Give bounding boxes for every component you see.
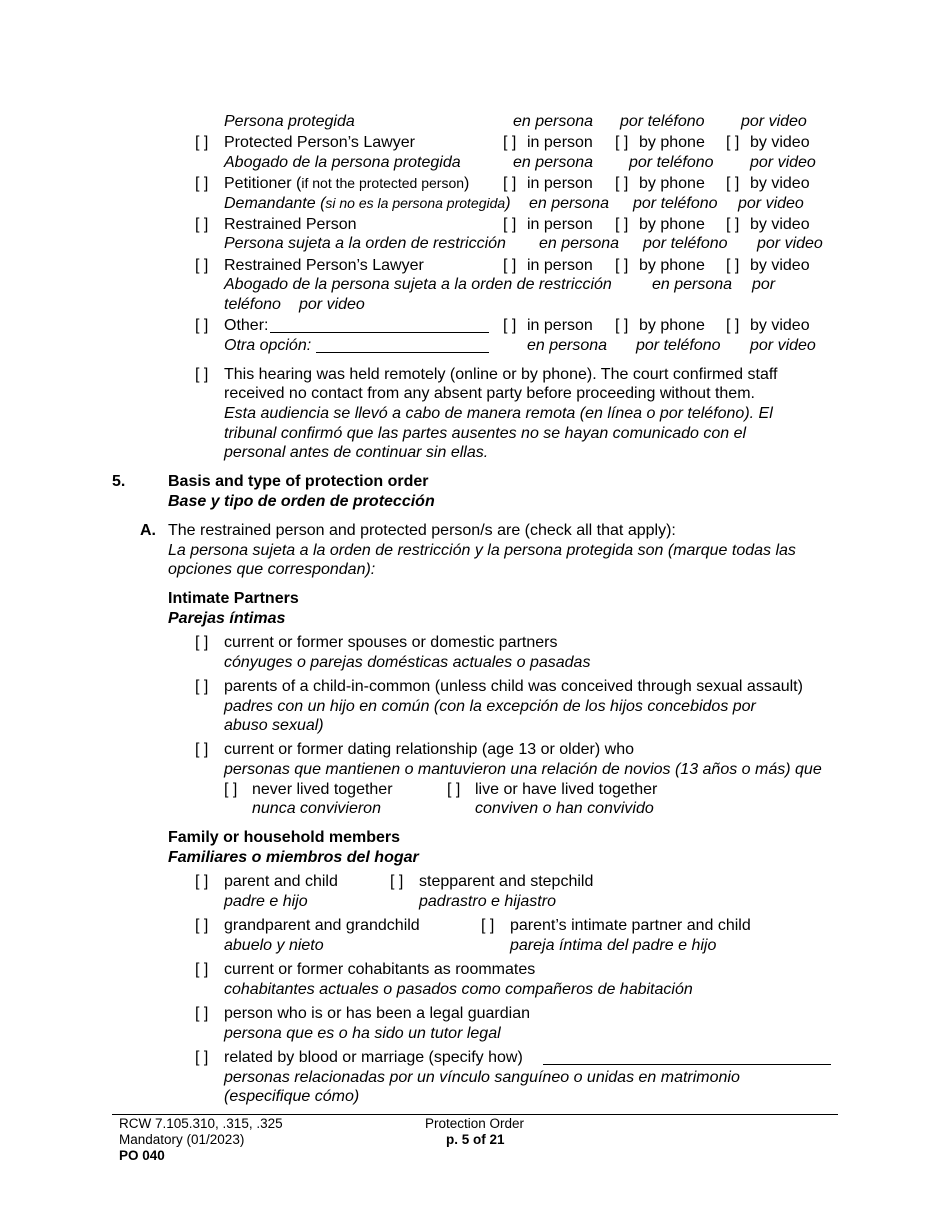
rlawyer-in-person-label: in person (527, 257, 593, 274)
parent-child-label: parent and child (224, 873, 338, 890)
petitioner-by-phone-label: by phone (639, 175, 705, 192)
mode-es-in-person: en persona (513, 113, 594, 130)
section-title-es: Base y tipo de orden de protección (168, 493, 435, 510)
lawyer-in-person-label: in person (527, 134, 593, 151)
restrained-label: Restrained Person (224, 216, 357, 233)
lived-together-label-es: conviven o han convivido (475, 800, 654, 817)
related-checkbox[interactable]: [ ] (195, 1049, 209, 1066)
remote-text: received no contact from any absent party before proceeding without them. (224, 385, 755, 402)
mode-es-by-phone: por teléfono (633, 195, 718, 212)
stepparent-label-es: padrastro e hijastro (419, 893, 556, 910)
family-heading: Family or household members (168, 829, 401, 846)
mode-es-in-person: en persona (652, 276, 733, 293)
mode-es-por: por (752, 276, 776, 293)
intimate-heading: Intimate Partners (168, 590, 299, 607)
petitioner-by-video-label: by video (750, 175, 810, 192)
other-input[interactable] (270, 318, 489, 333)
parent-child-checkbox[interactable]: [ ] (195, 873, 209, 890)
restrained-by-video-label: by video (750, 216, 810, 233)
mode-es-by-phone: por teléfono (629, 154, 714, 171)
partner-child-checkbox[interactable]: [ ] (481, 917, 495, 934)
remote-checkbox[interactable]: [ ] (195, 366, 209, 383)
footer-rcw: RCW 7.105.310, .315, .325 (119, 1116, 283, 1131)
section-number: 5. (112, 473, 126, 490)
other-label-es: Otra opción: (224, 337, 312, 354)
grandparent-label: grandparent and grandchild (224, 917, 420, 934)
family-heading-es: Familiares o miembros del hogar (168, 849, 419, 866)
petitioner-label-es: Demandante (si no es la persona protegida) (224, 195, 511, 212)
mode-es-in-person: en persona (539, 235, 620, 252)
remote-text-es: Esta audiencia se llevó a cabo de manera remota (en línea o por teléfono). El (224, 405, 773, 422)
petitioner-in-person-label: in person (527, 175, 593, 192)
intimate-heading-es: Parejas íntimas (168, 610, 286, 627)
subsection-text-es: opciones que correspondan): (168, 561, 376, 578)
mode-es-in-person: en persona (527, 337, 608, 354)
parents-label: parents of a child-in-common (unless child was conceived through sexual assault) (224, 678, 803, 695)
rlawyer-by-phone-checkbox[interactable]: [ ] (615, 257, 629, 274)
other-by-phone-label: by phone (639, 317, 705, 334)
rlawyer-by-video-label: by video (750, 257, 810, 274)
cohabitants-checkbox[interactable]: [ ] (195, 961, 209, 978)
section-title: Basis and type of protection order (168, 473, 429, 490)
mode-es-telefono: teléfono (224, 296, 281, 313)
restrained-label-es: Persona sujeta a la orden de restricción (224, 235, 506, 252)
lawyer-by-phone-label: by phone (639, 134, 705, 151)
rlawyer-by-video-checkbox[interactable]: [ ] (726, 257, 740, 274)
mode-es-by-video: por video (757, 235, 823, 252)
lawyer-by-video-checkbox[interactable]: [ ] (726, 134, 740, 151)
mode-es-by-video: por video (741, 113, 807, 130)
rlawyer-by-phone-label: by phone (639, 257, 705, 274)
guardian-checkbox[interactable]: [ ] (195, 1005, 209, 1022)
grandparent-label-es: abuelo y nieto (224, 937, 324, 954)
grandparent-checkbox[interactable]: [ ] (195, 917, 209, 934)
other-in-person-checkbox[interactable]: [ ] (503, 317, 517, 334)
petitioner-by-phone-checkbox[interactable]: [ ] (615, 175, 629, 192)
mode-es-by-video: por video (750, 337, 816, 354)
related-specify-input[interactable] (543, 1050, 831, 1065)
mode-es-in-person: en persona (513, 154, 594, 171)
mode-es-by-phone: por teléfono (636, 337, 721, 354)
rlawyer-label-es: Abogado de la persona sujeta a la orden de restricción (224, 276, 612, 293)
rlawyer-in-person-checkbox[interactable]: [ ] (503, 257, 517, 274)
restrained-by-phone-checkbox[interactable]: [ ] (615, 216, 629, 233)
mode-es-by-phone: por teléfono (643, 235, 728, 252)
never-lived-label: never lived together (252, 781, 393, 798)
petitioner-checkbox[interactable]: [ ] (195, 175, 209, 192)
mode-es-by-video: por video (738, 195, 804, 212)
protected-person-es: Persona protegida (224, 113, 355, 130)
lived-together-checkbox[interactable]: [ ] (447, 781, 461, 798)
never-lived-label-es: nunca convivieron (252, 800, 381, 817)
parent-child-label-es: padre e hijo (224, 893, 308, 910)
lived-together-label: live or have lived together (475, 781, 658, 798)
spouses-label-es: cónyuges o parejas domésticas actuales o pasadas (224, 654, 591, 671)
restrained-by-phone-label: by phone (639, 216, 705, 233)
dating-label-es: personas que mantienen o mantuvieron una relación de novios (13 años o más) que (224, 761, 822, 778)
restrained-in-person-label: in person (527, 216, 593, 233)
stepparent-checkbox[interactable]: [ ] (390, 873, 404, 890)
footer-mandatory: Mandatory (01/2023) (119, 1132, 245, 1147)
subsection-text-es: La persona sujeta a la orden de restricción y la persona protegida son (marque todas las (168, 542, 796, 559)
lawyer-label-es: Abogado de la persona protegida (224, 154, 461, 171)
mode-es-by-video: por video (299, 296, 365, 313)
footer-title: Protection Order (425, 1116, 525, 1131)
related-label: related by blood or marriage (specify how) (224, 1049, 523, 1066)
parents-label-es: padres con un hijo en común (con la excepción de los hijos concebidos por (224, 698, 756, 715)
restrained-in-person-checkbox[interactable]: [ ] (503, 216, 517, 233)
restrained-by-video-checkbox[interactable]: [ ] (726, 216, 740, 233)
rlawyer-checkbox[interactable]: [ ] (195, 257, 209, 274)
other-by-video-label: by video (750, 317, 810, 334)
parents-label-es: abuso sexual) (224, 717, 324, 734)
subsection-text: The restrained person and protected person/s are (check all that apply): (168, 522, 676, 539)
partner-child-label-es: pareja íntima del padre e hijo (510, 937, 717, 954)
mode-es-in-person: en persona (529, 195, 610, 212)
lawyer-label: Protected Person’s Lawyer (224, 134, 415, 151)
petitioner-in-person-checkbox[interactable]: [ ] (503, 175, 517, 192)
other-by-video-checkbox[interactable]: [ ] (726, 317, 740, 334)
other-checkbox[interactable]: [ ] (195, 317, 209, 334)
cohabitants-label-es: cohabitantes actuales o pasados como compañeros de habitación (224, 981, 693, 998)
remote-text: This hearing was held remotely (online or by phone). The court confirmed staff (224, 366, 778, 383)
mode-es-by-video: por video (750, 154, 816, 171)
partner-child-label: parent’s intimate partner and child (510, 917, 751, 934)
remote-text-es: personal antes de continuar sin ellas. (224, 444, 489, 461)
dating-checkbox[interactable]: [ ] (195, 741, 209, 758)
other-label: Other: (224, 317, 269, 334)
other-by-phone-checkbox[interactable]: [ ] (615, 317, 629, 334)
other-in-person-label: in person (527, 317, 593, 334)
related-label-es: personas relacionadas por un vínculo sanguíneo o unidas en matrimonio (224, 1069, 740, 1086)
parents-checkbox[interactable]: [ ] (195, 678, 209, 695)
lawyer-by-video-label: by video (750, 134, 810, 151)
rlawyer-label: Restrained Person’s Lawyer (224, 257, 424, 274)
spouses-label: current or former spouses or domestic partners (224, 634, 558, 651)
lawyer-checkbox[interactable]: [ ] (195, 134, 209, 151)
footer-form-number: PO 040 (119, 1148, 165, 1163)
other-input-es[interactable] (316, 338, 489, 353)
guardian-label-es: persona que es o ha sido un tutor legal (224, 1025, 501, 1042)
dating-label: current or former dating relationship (age 13 or older) who (224, 741, 634, 758)
cohabitants-label: current or former cohabitants as roommates (224, 961, 536, 978)
lawyer-in-person-checkbox[interactable]: [ ] (503, 134, 517, 151)
remote-text-es: tribunal confirmó que las partes ausentes no se hayan comunicado con el (224, 425, 747, 442)
petitioner-label: Petitioner (if not the protected person) (224, 175, 470, 192)
footer-page-number: p. 5 of 21 (446, 1132, 505, 1147)
related-label-es: (especifique cómo) (224, 1088, 360, 1105)
restrained-checkbox[interactable]: [ ] (195, 216, 209, 233)
spouses-checkbox[interactable]: [ ] (195, 634, 209, 651)
subsection-label: A. (140, 522, 156, 539)
petitioner-by-video-checkbox[interactable]: [ ] (726, 175, 740, 192)
lawyer-by-phone-checkbox[interactable]: [ ] (615, 134, 629, 151)
mode-es-by-phone: por teléfono (620, 113, 705, 130)
stepparent-label: stepparent and stepchild (419, 873, 594, 890)
never-lived-checkbox[interactable]: [ ] (224, 781, 238, 798)
guardian-label: person who is or has been a legal guardian (224, 1005, 530, 1022)
